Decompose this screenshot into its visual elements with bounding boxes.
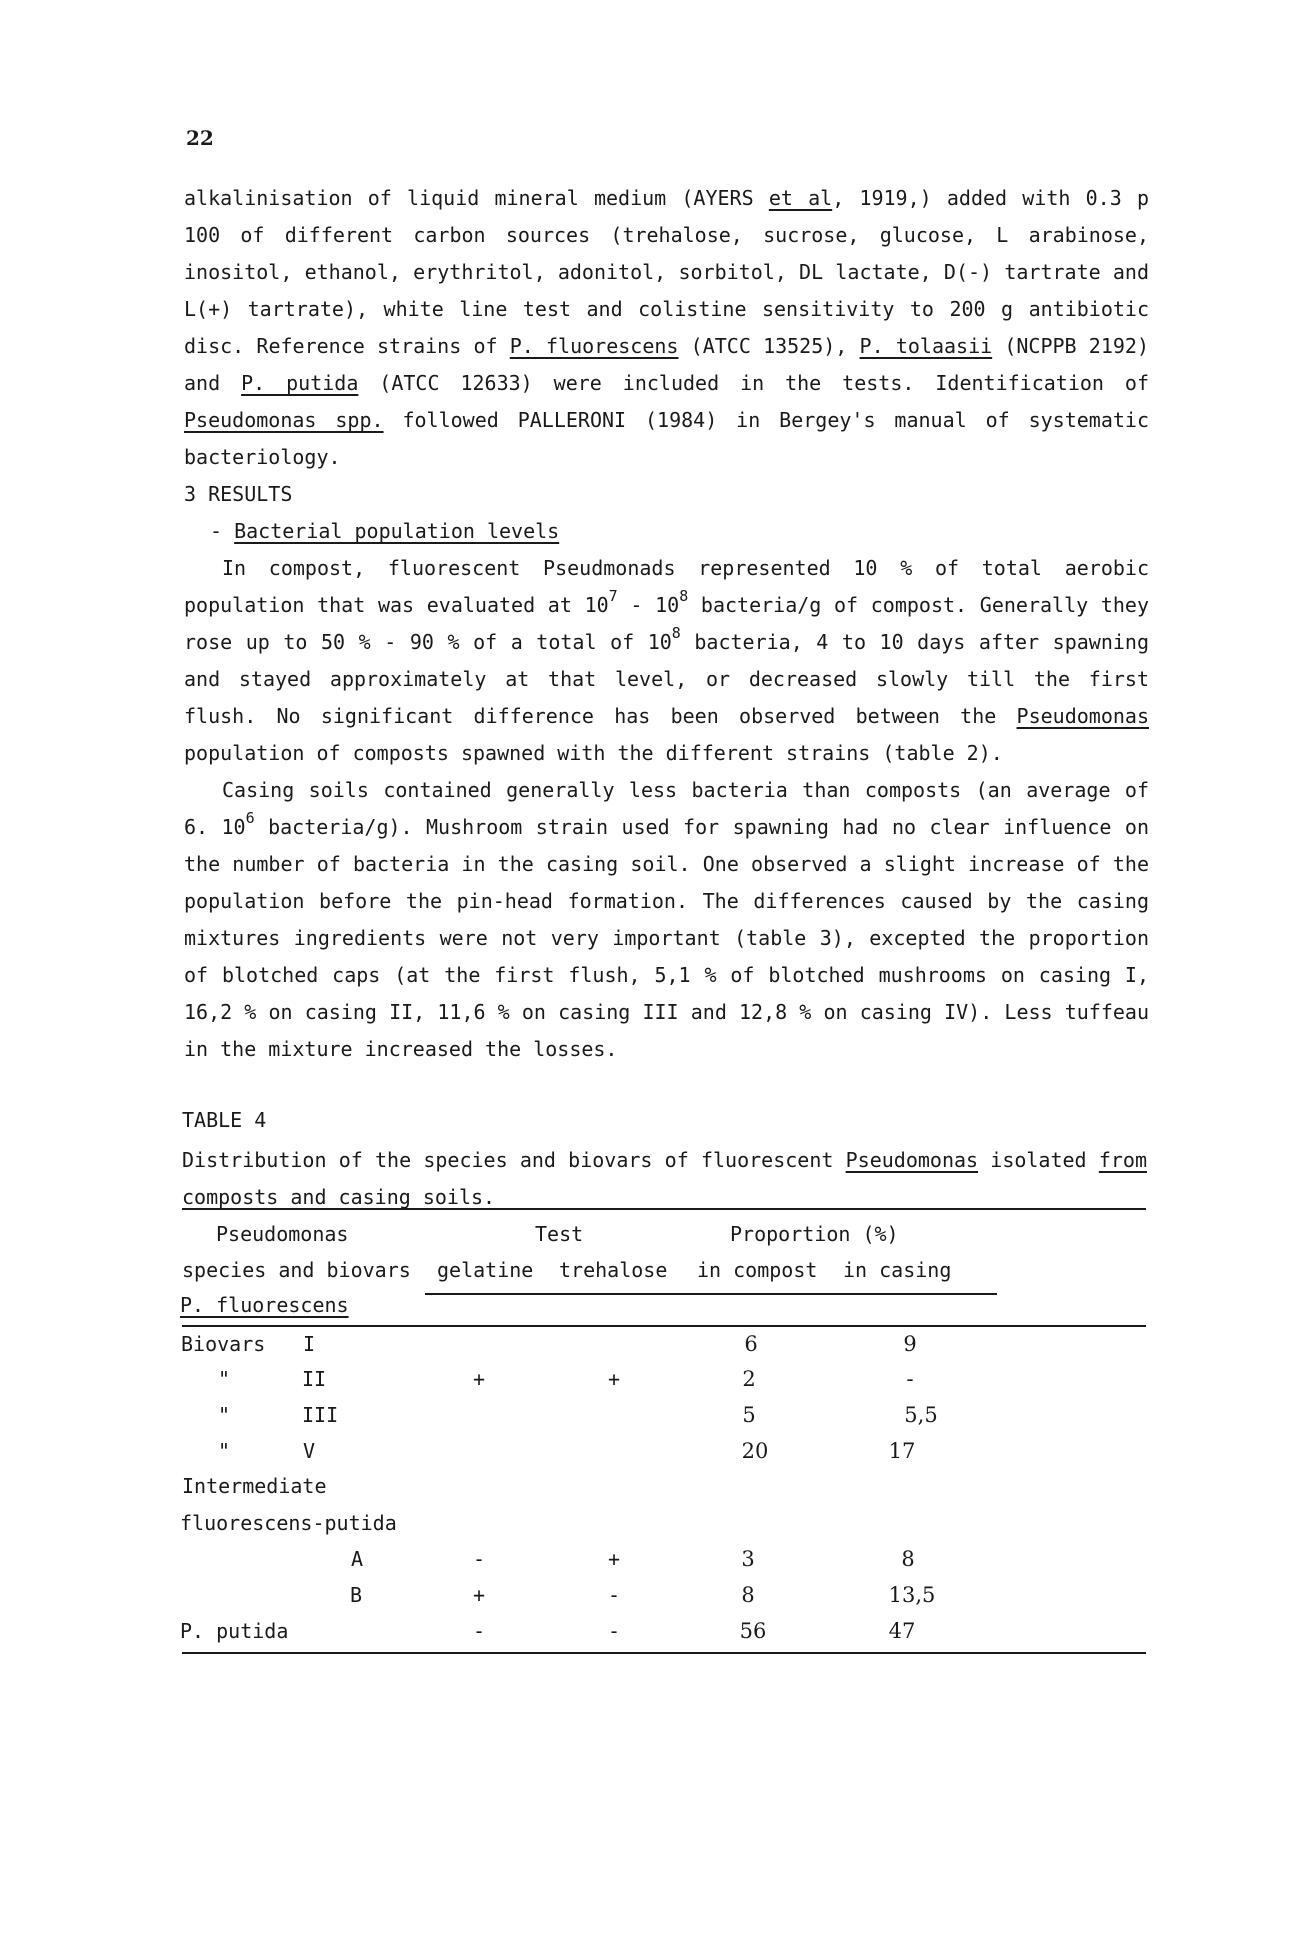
row-biovar-iii-compost: 5 (742, 1403, 756, 1427)
page-number: 22 (186, 126, 214, 150)
row-intermediate-b-gelatine: + (472, 1583, 486, 1607)
intermediate-sublabel: fluorescens-putida (180, 1511, 397, 1535)
row-p-putida-label: P. putida (180, 1619, 289, 1643)
row-biovar-ii-trehalose: + (607, 1367, 621, 1391)
row-p-putida-gelatine: - (472, 1619, 486, 1643)
row-biovar-ii-gelatine: + (472, 1367, 486, 1391)
table-top-rule (182, 1208, 1146, 1210)
row-biovar-iii-label: " (218, 1403, 231, 1427)
compost-paragraph: In compost, fluorescent Pseudmonads represented 10 % of total aerobic population that was evaluated at $10^7 - 10^8$ bacteria/g of compost. Generally they rose up to 50 % - 90 % of a total of $10^8$ bacteria, 4 to 10 days after spawning and stayed approximately at that level, or decreased slowly till the first flush. No significant difference has been observed between the Pseudomonas population of composts spawned with the different strains (table 2). (184, 556, 1149, 765)
casing-paragraph: Casing soils contained generally less bacteria than composts (an average of 6. $10^6$ bacteria/g). Mushroom strain used for spawning had no clear influence on the number of bacteria in the casing soil. One observed a slight increase of the population before the pin-head formation. The differences caused by the casing mixtures ingredients were not very important (table 3), excepted the proportion of blotched caps (at the first flush, 5,1 % of blotched mushrooms on casing I, 16,2 % on casing II, 11,6 % on casing III and 12,8 % on casing IV). Less tuffeau in the mixture increased the losses. (184, 778, 1149, 1061)
row-p-putida-trehalose: - (607, 1619, 621, 1643)
results-heading: 3 RESULTS (184, 482, 293, 506)
row-intermediate-b-code: B (350, 1583, 363, 1607)
row-intermediate-a-casing: 8 (901, 1547, 915, 1571)
row-p-putida-compost: 56 (739, 1619, 767, 1643)
row-p-putida-casing: 47 (888, 1619, 916, 1643)
table-title: TABLE 4 (182, 1108, 267, 1132)
species-p-putida: P. putida (241, 371, 359, 395)
row-biovar-ii-label: " (218, 1367, 231, 1391)
row-biovar-v-code: V (303, 1439, 316, 1463)
row-biovar-i-compost: 6 (744, 1332, 758, 1356)
intermediate-label: Intermediate (182, 1474, 327, 1498)
subheading: - Bacterial population levels (210, 519, 560, 543)
header-test: Test (535, 1222, 584, 1246)
row-biovar-ii-compost: 2 (742, 1367, 756, 1391)
row-biovar-v-compost: 20 (741, 1439, 769, 1463)
header-species: species and biovars (182, 1258, 411, 1282)
row-biovar-ii-code: II (302, 1367, 327, 1391)
header-pseudomonas: Pseudomonas (216, 1222, 349, 1246)
header-gelatine: gelatine (437, 1258, 534, 1282)
row-intermediate-a-compost: 3 (741, 1547, 755, 1571)
row-biovar-v-label: " (218, 1439, 231, 1463)
row-intermediate-b-trehalose: - (607, 1583, 621, 1607)
species-p-tolaasii: P. tolaasii (859, 334, 993, 358)
methods-paragraph: alkalinisation of liquid mineral medium (AYERS et al, 1919,) added with 0.3 p 100 of different carbon sources (trehalose, sucrose, glucose, L arabinose, inositol, ethanol, erythritol, adonitol, sorbitol, DL lactate, D(-) tartrate and L(+) tartrate), white line test and colistine sensitivity to 200 g antibiotic disc. Reference strains of P. fluorescens (ATCC 13525), P. tolaasii (NCPPB 2192) and P. putida (ATCC 12633) were included in the tests. Identification of Pseudomonas spp. followed PALLERONI (1984) in Bergey's manual of systematic bacteriology. (184, 186, 1150, 469)
row-biovar-iii-casing: 5,5 (904, 1403, 938, 1427)
header-underline (425, 1293, 997, 1295)
species-pseudomonas-spp: Pseudomonas spp. (184, 408, 384, 432)
row-biovar-i-casing: 9 (903, 1332, 917, 1356)
row-biovar-ii-casing: - (906, 1367, 914, 1391)
row-intermediate-a-gelatine: - (472, 1547, 486, 1571)
header-trehalose: trehalose (559, 1258, 668, 1282)
table-bottom-rule (182, 1652, 1146, 1654)
header-compost: in compost (697, 1258, 818, 1282)
species-p-fluorescens: P. fluorescens (509, 334, 679, 358)
table-caption: Distribution of the species and biovars of fluorescent Pseudomonas isolated from composts and casing soils. (182, 1148, 1147, 1209)
row-intermediate-b-casing: 13,5 (888, 1583, 936, 1607)
row-biovar-iii-code: III (302, 1403, 339, 1427)
body-text (184, 180, 1149, 1068)
group-p-fluorescens: P. fluorescens (180, 1293, 349, 1317)
header-bottom-rule (182, 1325, 1146, 1327)
row-biovar-i-code: I (303, 1332, 316, 1356)
et-al: et al (768, 186, 833, 210)
row-intermediate-a-trehalose: + (607, 1547, 621, 1571)
row-intermediate-a-code: A (351, 1547, 364, 1571)
row-intermediate-b-compost: 8 (741, 1583, 755, 1607)
header-casing: in casing (843, 1258, 952, 1282)
header-proportion: Proportion (%) (730, 1222, 899, 1246)
row-biovar-v-casing: 17 (888, 1439, 916, 1463)
row-biovar-i-label: Biovars (181, 1332, 266, 1356)
